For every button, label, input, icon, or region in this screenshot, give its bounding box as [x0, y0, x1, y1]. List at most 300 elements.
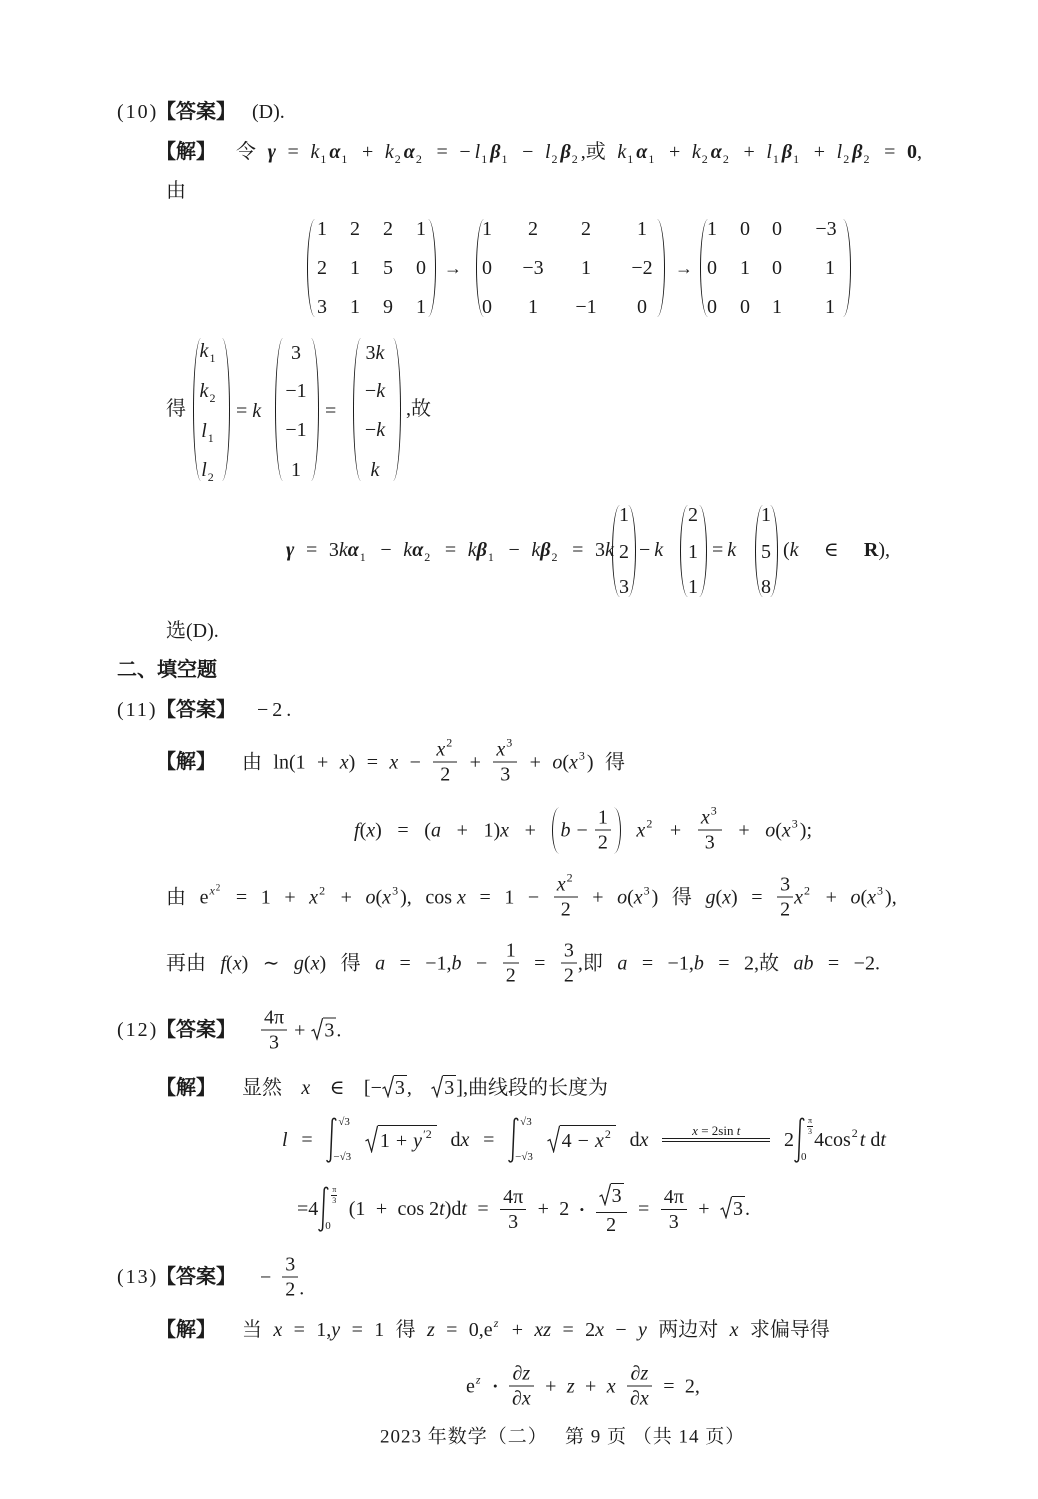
comma: , — [891, 886, 897, 908]
q10-conclusion: 选(D). — [166, 620, 219, 642]
matrix-1-entry: 1 — [350, 296, 360, 318]
footer-page-number: 第 9 页 （共 14 页） — [565, 1426, 746, 1448]
matrix-3-entry: 1 — [825, 296, 835, 318]
coefficient: k — [310, 141, 320, 163]
section-title: 二、填空题 — [117, 659, 217, 681]
q11-line-4 — [166, 940, 880, 987]
superscript: 3 — [791, 816, 798, 830]
q13-answer-label: 【答案】 — [156, 1266, 236, 1288]
denominator: 2 — [563, 964, 574, 987]
prefix: 3 — [365, 342, 376, 364]
lower-limit: 0 — [801, 1151, 807, 1163]
subscript: 1 — [627, 152, 634, 166]
numerator — [493, 735, 517, 763]
paren: ) — [586, 751, 594, 773]
plus-sign: + — [456, 819, 468, 841]
numerator — [433, 735, 457, 763]
subscript: 1 — [481, 152, 488, 166]
subscript: 2 — [843, 152, 850, 166]
variable: a — [430, 819, 441, 841]
variable: x — [209, 883, 215, 897]
equals-sign: = — [479, 886, 491, 908]
numerator — [698, 803, 722, 831]
solution-right-paren — [393, 338, 401, 481]
number: 2 — [585, 1319, 596, 1341]
variable: x — [460, 1129, 470, 1151]
variable: x — [867, 886, 877, 908]
minus-sign: − — [576, 819, 588, 841]
equals-sign: = — [751, 886, 763, 908]
upper-limit: √3 — [520, 1116, 532, 1128]
solution-entry — [371, 460, 380, 480]
plus-sign: + — [511, 1319, 524, 1341]
superscript: 2 — [566, 870, 573, 885]
number: 1 — [504, 886, 515, 908]
paren: ( — [359, 819, 367, 841]
minus-sign: − — [380, 539, 392, 561]
matrix-2-entry: −1 — [575, 296, 597, 318]
matrix-1-entry: 2 — [383, 218, 393, 240]
variable: z — [426, 1319, 435, 1341]
variable: x — [639, 1129, 649, 1151]
superscript: 2 — [446, 735, 453, 750]
superscript: 2 — [646, 816, 653, 830]
number: 2 — [429, 1198, 440, 1220]
text-gu: ,故 — [406, 398, 431, 420]
upper-limit: √3 — [338, 1116, 350, 1128]
vector-gamma: γ — [267, 141, 276, 163]
denominator: 3 — [508, 1210, 519, 1233]
q13-line-1 — [242, 1316, 830, 1341]
denominator — [627, 1387, 652, 1410]
matrix-2-entry: 1 — [482, 218, 492, 240]
equals-sign: = — [884, 141, 896, 163]
plus-sign: + — [524, 819, 536, 841]
matrix-3-entry: 1 — [825, 257, 835, 279]
subscript: 1 — [793, 152, 800, 166]
little-o: o — [552, 751, 563, 773]
vec-3-entry: 8 — [761, 576, 771, 598]
subscript: 2 — [424, 550, 431, 564]
variable: x — [595, 1319, 604, 1341]
variable-xz: xz — [534, 1319, 552, 1341]
variable: y — [331, 1319, 341, 1341]
variable: y — [413, 1129, 423, 1152]
neg-two — [854, 953, 880, 973]
variable: y — [638, 1319, 647, 1341]
number: 2 — [864, 952, 875, 974]
paren: ( — [860, 886, 868, 908]
variable: x — [521, 1387, 531, 1410]
q11-line-1 — [242, 735, 625, 786]
vec-1-right-paren — [628, 505, 636, 597]
superscript: 3 — [506, 735, 513, 750]
interval-right — [431, 1075, 608, 1101]
cos-2t-dt — [398, 1199, 467, 1219]
matrix-2-entry: 0 — [482, 257, 492, 279]
equals-sign: = — [483, 1129, 495, 1151]
equals-sign: = — [436, 141, 448, 163]
variable: k — [654, 539, 664, 561]
comma: , — [478, 1319, 484, 1341]
plus-sign: + — [317, 751, 329, 773]
variable: x — [639, 1387, 649, 1410]
equals-sign: = — [444, 539, 457, 561]
coefficient: 2 — [784, 1129, 795, 1151]
text-de: 得 — [395, 1319, 416, 1341]
basis-entry: −1 — [285, 380, 307, 402]
solution-entry — [366, 343, 385, 363]
little-o: o — [850, 886, 861, 908]
integral — [326, 1117, 351, 1163]
e: e — [483, 1319, 493, 1341]
variable: k — [605, 539, 614, 561]
numerator — [554, 870, 578, 898]
paren-b-minus-half — [552, 807, 621, 854]
numerator: π — [332, 1185, 337, 1194]
vec-3-entry: 5 — [761, 541, 771, 563]
big-right-paren — [614, 807, 621, 853]
variable: l — [201, 420, 207, 442]
variable: b — [451, 952, 462, 974]
period: . — [744, 1198, 750, 1220]
q11-solution-label: 【解】 — [156, 751, 216, 773]
basis-entry: 3 — [291, 342, 301, 364]
equals-sign: = — [534, 952, 546, 974]
superscript: 2 — [604, 1126, 611, 1141]
variable: k — [531, 539, 541, 561]
number: 1 — [678, 952, 689, 974]
variable: x — [366, 819, 376, 841]
variable: x — [556, 873, 566, 896]
radicand: 3 — [394, 1077, 405, 1099]
superscript: z — [493, 1316, 499, 1330]
substitution-label — [688, 1124, 744, 1138]
integral-limits — [325, 1185, 338, 1232]
plus-sign: + — [537, 1198, 549, 1220]
equals-sign: = — [477, 1198, 489, 1220]
denominator: 2 — [285, 1278, 296, 1301]
matrix-1-entry: 1 — [416, 218, 426, 240]
differential-dx — [630, 1130, 649, 1150]
matrix-3-entry: 0 — [740, 296, 750, 318]
variable: x — [700, 806, 710, 829]
coefficient: l — [474, 141, 481, 163]
prefix: − — [364, 380, 377, 402]
subscript: 2 — [207, 470, 214, 484]
little-o-x3 — [765, 816, 812, 841]
variable: x — [339, 751, 349, 773]
plus-sign: + — [698, 1198, 710, 1220]
subscript: 2 — [722, 152, 729, 166]
fraction-3-over-2 — [561, 940, 577, 987]
text-de: 得 — [604, 751, 625, 773]
variable: b — [560, 819, 571, 841]
equals-sign: = — [287, 141, 299, 163]
subscript: 1 — [487, 550, 494, 564]
sqrt-3 — [431, 1075, 456, 1101]
number: 2 — [559, 1198, 570, 1220]
equals-sign: = — [235, 886, 248, 908]
function: g — [705, 886, 716, 908]
variable: z — [640, 1362, 649, 1385]
number: 1 — [355, 1198, 366, 1220]
radical-icon — [547, 1125, 560, 1153]
little-o-x3 — [365, 883, 412, 908]
numerator: 3 — [282, 1254, 298, 1278]
coefficient: k — [384, 141, 394, 163]
numerator: π — [808, 1116, 813, 1125]
integral-limits — [801, 1116, 814, 1163]
little-o: o — [617, 886, 628, 908]
plus-sign: + — [668, 141, 681, 163]
variable: x — [722, 886, 732, 908]
plus-sign: + — [669, 819, 682, 841]
term-3k-alpha1 — [328, 539, 369, 564]
denominator: 3 — [332, 1196, 337, 1205]
matrix-1-entry: 5 — [383, 257, 393, 279]
comma: , — [688, 952, 694, 974]
minus-sign: − — [508, 539, 520, 561]
vector-gamma: γ — [286, 539, 295, 561]
subscript: 1 — [772, 152, 779, 166]
x-close — [340, 752, 356, 772]
equals-sign: = — [297, 1198, 309, 1220]
equivalent-sign: ∼ — [262, 952, 280, 974]
lower-limit: −√3 — [333, 1151, 352, 1163]
three-halves-x2 — [776, 874, 812, 921]
minus-sign: − — [853, 952, 865, 974]
sqrt-3 — [720, 1196, 745, 1222]
superscript: 2 — [851, 1126, 858, 1140]
cos-term: 4cos — [814, 1129, 851, 1151]
term-l2-beta2 — [836, 141, 873, 166]
number: 1 — [436, 952, 447, 974]
x-squared — [309, 883, 327, 908]
semicolon: ; — [806, 819, 812, 841]
fraction-4pi-over-3 — [661, 1186, 687, 1233]
unknowns-right-paren — [222, 338, 230, 481]
d: d — [870, 1129, 881, 1151]
minus-sign: − — [260, 1266, 272, 1288]
exp-x-squared — [199, 882, 223, 908]
variable: x — [301, 1077, 311, 1099]
little-o: o — [765, 819, 776, 841]
paren: ) — [241, 952, 249, 974]
eq-4-integral — [297, 1186, 338, 1232]
fraction-dz-dx — [509, 1363, 534, 1410]
big-left-paren — [552, 807, 559, 853]
multiply-dot: • — [492, 1378, 498, 1394]
q12-answer — [260, 1007, 341, 1054]
close-paren: ), — [878, 539, 890, 561]
superscript: ′2 — [423, 1126, 432, 1141]
fraction-1-over-2 — [595, 807, 611, 854]
variable: x — [496, 738, 506, 761]
q13-answer — [260, 1254, 304, 1301]
q13-line-2 — [466, 1363, 700, 1410]
text-zaiyou: 再由 — [166, 952, 206, 974]
equals-sign: = — [399, 952, 411, 974]
interval-left — [364, 1075, 412, 1101]
gamma-lhs — [286, 539, 614, 564]
text-dang: 当 — [242, 1319, 262, 1341]
vec-1-entry: 2 — [619, 541, 629, 563]
denominator: 2 — [597, 831, 608, 854]
equals-sign: = — [718, 952, 730, 974]
q13-solution-label: 【解】 — [156, 1319, 216, 1341]
footer-exam-title: 2023 年数学（二） — [380, 1426, 548, 1448]
subscript: 2 — [863, 152, 870, 166]
plus-sign: + — [362, 141, 374, 163]
denominator: 2 — [440, 763, 451, 786]
matrix-2-entry: 2 — [581, 218, 591, 240]
radical-icon — [365, 1125, 378, 1153]
vector: β — [781, 141, 793, 163]
variable: x — [636, 819, 646, 841]
variable: x — [569, 751, 578, 773]
minus-sign: − — [409, 751, 421, 773]
minus-sign: − — [577, 1129, 589, 1152]
matrix-1-entry: 1 — [350, 257, 360, 279]
little-o-x3 — [552, 748, 594, 773]
vec-2-entry: 1 — [688, 576, 698, 598]
q11-line-3 — [166, 870, 897, 921]
subscript: 2 — [571, 152, 578, 166]
matrix-2-entry: 2 — [528, 218, 538, 240]
numerator: 1 — [595, 807, 611, 831]
little-o-x3 — [850, 883, 897, 908]
number: 1 — [379, 1129, 390, 1152]
integral-limits — [333, 1116, 352, 1163]
two-x — [585, 1320, 604, 1340]
subscript: 1 — [320, 152, 327, 166]
vector: β — [476, 539, 487, 561]
e: e — [199, 886, 209, 908]
function: f — [220, 952, 227, 974]
d: d — [450, 1129, 461, 1151]
text-de: 得 — [671, 886, 692, 908]
term-l1-beta1 — [766, 141, 802, 166]
three-halves-ji — [560, 940, 603, 987]
f-of-x — [220, 953, 248, 973]
numerator: 4π — [661, 1186, 687, 1210]
two-comma — [685, 1376, 700, 1396]
integral-limits — [515, 1116, 533, 1163]
radicand — [560, 1125, 616, 1156]
number: 2 — [684, 1375, 695, 1397]
q11-line-2 — [354, 803, 812, 854]
vector: α — [412, 539, 424, 561]
plus-sign: + — [585, 1375, 597, 1397]
vector: α — [347, 539, 359, 561]
variable: k — [338, 539, 348, 561]
paren: ) — [375, 819, 382, 841]
matrix-3-entry: 0 — [772, 218, 782, 240]
variable: x — [633, 886, 643, 908]
reals — [864, 540, 890, 560]
bracket-minus: [− — [363, 1077, 382, 1099]
little-o-x3 — [617, 883, 659, 908]
matrix-2-entry: 1 — [528, 296, 538, 318]
variable: x — [606, 1375, 616, 1397]
variable: k — [370, 459, 380, 481]
radicand: 3 — [444, 1077, 455, 1099]
vec-2-left-paren — [680, 505, 688, 597]
numerator — [509, 1363, 534, 1387]
zero: 0 — [906, 141, 917, 163]
denominator: 2 — [505, 964, 516, 987]
text-you: 由 — [166, 180, 186, 202]
superscript: 2 — [319, 883, 326, 897]
matrix-3-entry: 1 — [707, 218, 717, 240]
matrix-1-entry: 2 — [350, 218, 360, 240]
plus-sign: + — [743, 141, 755, 163]
subscript: 1 — [207, 431, 214, 445]
denominator: 3 — [269, 1031, 280, 1054]
variable: b — [693, 952, 704, 974]
q10-solution-label: 【解】 — [156, 141, 216, 163]
radical-icon — [382, 1075, 394, 1098]
one-close-x — [483, 820, 509, 840]
plus-sign: + — [284, 886, 296, 908]
basis-right-paren — [311, 338, 319, 481]
plus-sign: + — [395, 1129, 408, 1152]
paren: ) — [444, 1198, 452, 1220]
g-of-x — [705, 887, 737, 907]
q12-line-3 — [297, 1182, 750, 1236]
numerator: 3 — [777, 874, 793, 898]
matrix-2-entry: 1 — [637, 218, 647, 240]
arrow-right-icon: → — [675, 258, 693, 278]
matrix-1-entry: 3 — [317, 296, 327, 318]
term-k-beta1 — [467, 539, 497, 564]
matrix-1-entry: 2 — [317, 257, 327, 279]
fraction-x3-over-3 — [493, 735, 517, 786]
numerator — [596, 1182, 627, 1213]
coefficient: k — [691, 141, 701, 163]
superscript: 3 — [710, 803, 717, 818]
plus-sign: + — [529, 751, 541, 773]
subscript: 2 — [209, 391, 216, 405]
subscript: 1 — [209, 351, 216, 365]
text-de: 得 — [340, 952, 361, 974]
variable: x — [729, 1319, 739, 1341]
superscript: 3 — [578, 748, 585, 762]
paren: ( — [424, 819, 431, 841]
partial: ∂ — [512, 1362, 523, 1385]
q10-solution-line-1 — [236, 141, 922, 166]
matrix-2-entry: 0 — [482, 296, 492, 318]
minus-sign: − — [639, 539, 651, 561]
d: d — [451, 1198, 462, 1220]
open-1 — [349, 1199, 366, 1219]
number: 1 — [316, 1319, 327, 1341]
variable-ab: ab — [793, 952, 814, 974]
variable: k — [403, 539, 413, 561]
minus-sign: − — [522, 141, 534, 163]
arrow-right-icon: → — [444, 258, 462, 278]
matrix-2-entry: 0 — [637, 296, 647, 318]
equals-sign: = — [293, 1319, 305, 1341]
number: 4 — [561, 1129, 572, 1152]
equals-sign: = — [397, 819, 409, 841]
variable: x — [781, 819, 791, 841]
paren: ) — [348, 751, 356, 773]
open-k — [783, 540, 799, 560]
fraction-3-over-2 — [777, 874, 793, 921]
fraction-4pi-over-3 — [261, 1007, 287, 1054]
